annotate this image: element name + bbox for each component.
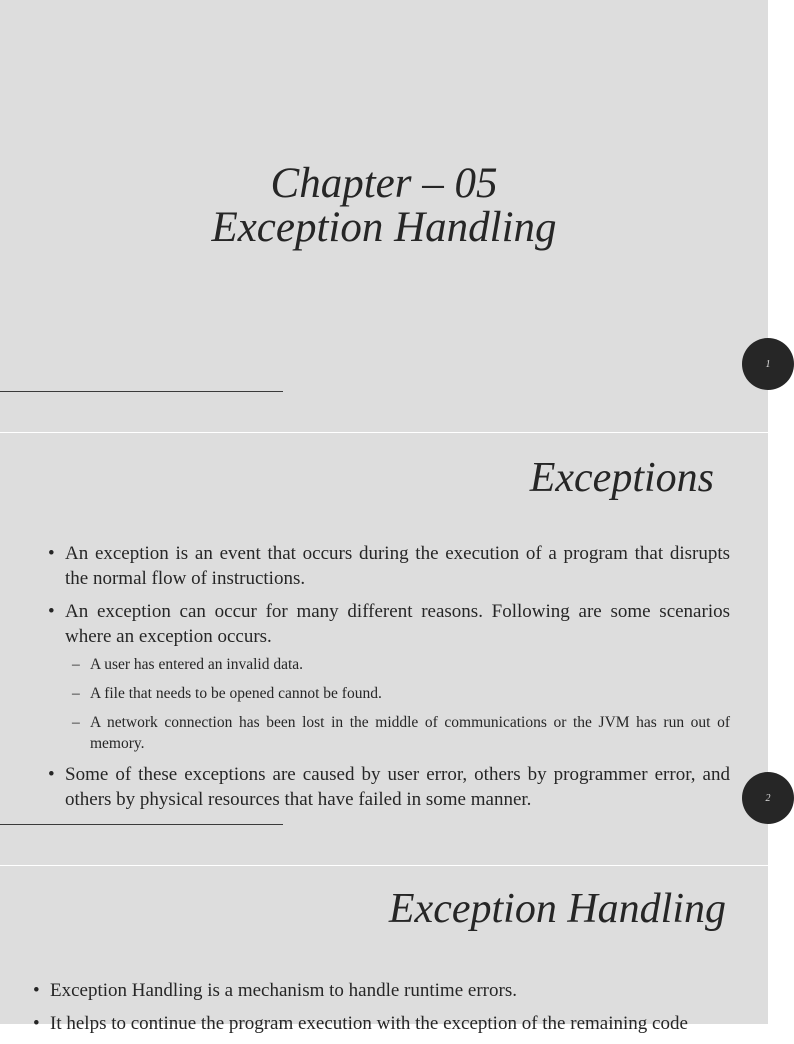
sub-bullet-item: – A user has entered an invalid data. [48,654,730,675]
slide-title: Exception Handling [388,886,726,932]
bullet-item [48,541,730,591]
bullet-item [33,1011,728,1036]
bullet-text: Exception Handling is a mechanism to handle runtime errors. [50,980,517,1001]
page-number-badge: 1 [742,338,794,390]
divider-line [0,391,283,392]
sub-bullet-item: – A network connection has been lost in the middle of communications or the JVM has run out of memory. [48,712,730,754]
page-number-badge: 2 [742,772,794,824]
slide-3 [0,866,768,1034]
bullet-item [48,762,730,812]
chapter-title [0,162,768,250]
bullet-list [33,978,728,1044]
bullet-text: Some of these exceptions are caused by user error, others by programmer error, and others by physical resources that have failed in some manner. [65,764,730,810]
bullet-text: It helps to continue the program execution with the exception of the remaining code [50,1013,688,1034]
bullet-text: An exception is an event that occurs during the execution of a program that disrupts the normal flow of instructions. [65,543,730,589]
slide-1 [0,0,771,432]
divider-line [0,824,283,825]
slide-title: Exceptions [529,455,714,501]
sub-bullet-item: – A file that needs to be opened cannot be found. [48,683,730,704]
bullet-item [48,599,730,754]
bullet-item [33,978,728,1003]
chapter-number: Chapter – 05 [270,160,498,207]
chapter-name: Exception Handling [211,204,557,251]
sub-bullet-list [48,654,730,754]
bullet-text: An exception can occur for many different reasons. Following are some scenarios where an exception occurs. [65,601,730,647]
bullet-list [48,541,730,820]
slide-2 [0,433,771,865]
